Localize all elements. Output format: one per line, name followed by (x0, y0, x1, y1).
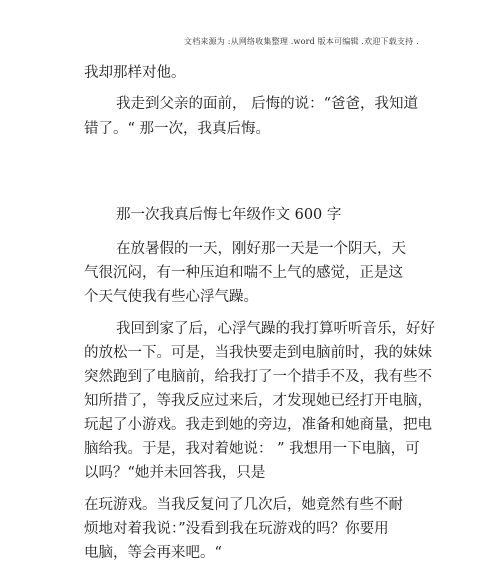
text-line: 以吗？“她并未回答我，只是 (84, 465, 266, 481)
text-line: 我回到家了后，心浮气躁的我打算听听音乐，好好 (116, 321, 435, 337)
essay-title: 那一次我真后悔七年级作文 600 字 (116, 207, 342, 223)
text-line: 烦地对着我说：”没看到我在玩游戏的吗？你要用 (84, 521, 389, 537)
text-line: 在玩游戏。当我反复问了几次后，她竟然有些不耐 (84, 497, 403, 513)
text-line: 知所措了，等我反应过来后，才发现她已经打开电脑， (84, 393, 432, 409)
text-line: 脑给我。于是，我对着她说： ” 我想用一下电脑，可 (84, 441, 420, 457)
text-line: 的放松一下。可是，当我快要走到电脑前时，我的妹妹 (84, 345, 432, 361)
text-line: 我却那样对他。 (84, 65, 186, 81)
text-line: 气很沉闷，有一种压迫和喘不上气的感觉，正是这 (84, 265, 403, 281)
text-line: 玩起了小游戏。我走到她的旁边，准备和她商量，把电 (84, 417, 432, 433)
text-line: 错了。“ 那一次，我真后悔。 (84, 121, 271, 137)
text-line: 个天气使我有些心浮气躁。 (84, 289, 258, 305)
text-line: 我走到父亲的面前， 后悔的说：“爸爸，我知道 (116, 96, 419, 112)
header-note: 文档来源为 :从网络收集整理 .word 版本可编辑 .欢迎下载支持 . (184, 37, 419, 46)
text-line: 突然跑到了电脑前，给我打了一个措手不及，我有些不 (84, 369, 432, 385)
text-line: 电脑，等会再来吧。“ (84, 545, 222, 561)
text-line: 在放暑假的一天，刚好那一天是一个阴天，天 (116, 241, 406, 257)
